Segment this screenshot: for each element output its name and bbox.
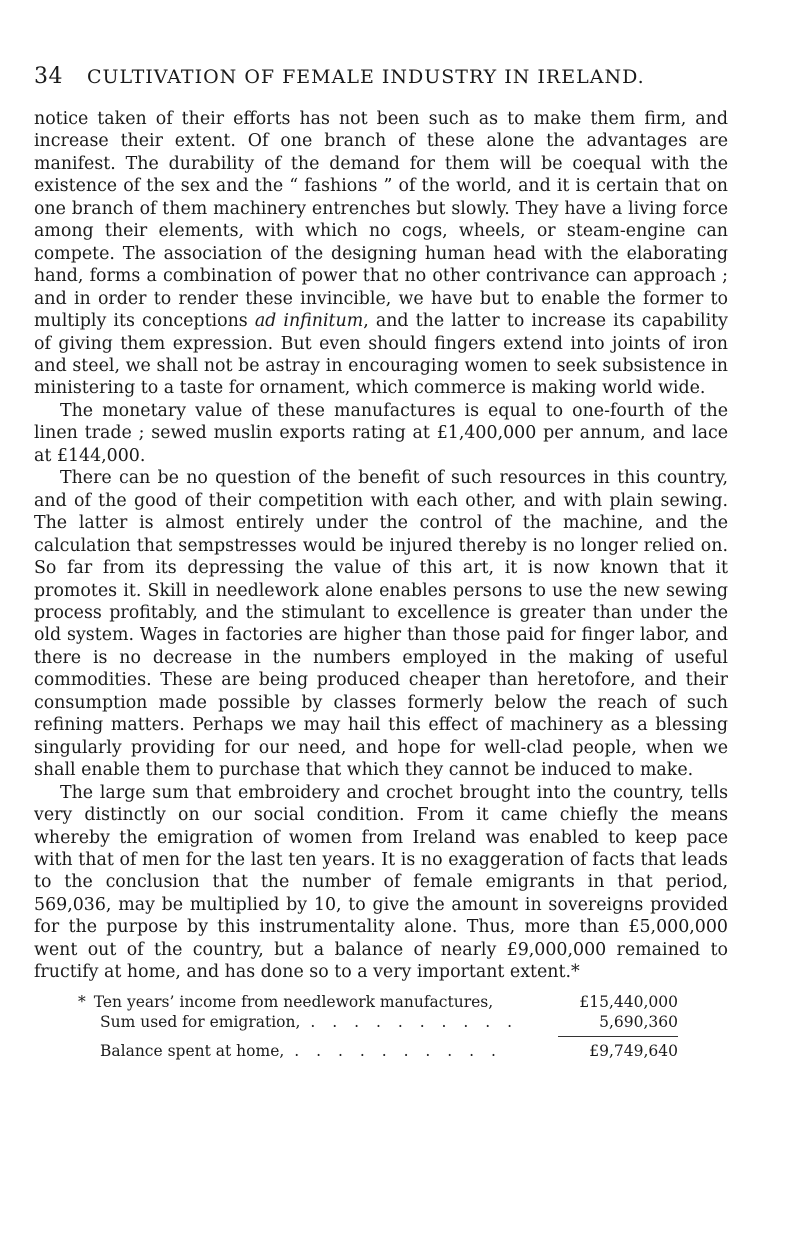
footnote-label: Ten years’ income from needlework manufactures, — [93, 992, 494, 1011]
footnote-marker: * — [78, 992, 86, 1011]
paragraph-2: The monetary value of these manufactures is equal to one-fourth of the linen trade ; sewed muslin exports rating at £1,400,000 per annum, and lace at £144,000. — [34, 400, 728, 466]
footnote-row-income — [78, 992, 678, 1012]
paragraph-4: The large sum that embroidery and crochet brought into the country, tells very distinctly on our social condition. From it came chiefly the means whereby the emigration of women from Ireland was enabled to keep pace with that of men for the last ten years. It is no exaggeration of facts that leads to the conclusion that the number of female emigrants in that period, 569,036, may be multiplied by 10, to give the amount in sovereigns provided for the purpose by this instrumentality alone. Thus, more than £5,000,000 went out of the country, but a balance of nearly £9,000,000 remained to fructify at home, and has done so to a very important extent.* — [34, 782, 728, 983]
sum-rule — [558, 1036, 678, 1037]
running-header — [34, 64, 728, 108]
page — [34, 64, 728, 1061]
footnote-amount: £9,749,640 — [589, 1041, 678, 1060]
leader-dots: . . . . . . . . . . — [310, 1012, 519, 1031]
footnote-label: Sum used for emigration, — [100, 1012, 301, 1031]
footnote-amount: £15,440,000 — [579, 992, 678, 1011]
page-number: 34 — [34, 64, 63, 89]
footnote-row-emigration — [78, 1012, 678, 1032]
leader-dots: . . . . . . . . . . — [294, 1041, 502, 1060]
footnote-amount: 5,690,360 — [599, 1012, 678, 1031]
latin-phrase: ad infinitum — [254, 311, 364, 332]
footnote-row-balance — [78, 1041, 678, 1061]
paragraph-3: There can be no question of the benefit of such resources in this country, and of the good of their competition with each other, and with plain sewing. The latter is almost entirely under the control of the machine, and the calculation that sempstresses would be injured thereby is no longer relied on. So far from its depressing the value of this art, it is now known that it promotes it. Skill in needlework alone enables persons to use the new sewing process profitably, and the stimulant to excellence is greater than under the old system. Wages in factories are higher than those paid for finger labor, and there is no decrease in the numbers employed in the making of useful commodities. These are being produced cheaper than heretofore, and their consumption made possible by classes formerly below the reach of such refining matters. Perhaps we may hail this effect of machinery as a blessing singularly providing for our need, and hope for well-clad people, when we shall enable them to purchase that which they cannot be induced to make. — [34, 468, 728, 781]
body-text — [34, 108, 728, 984]
footnote — [78, 992, 678, 1061]
paragraph-1: notice taken of their efforts has not been such as to make them firm, and increase their extent. Of one branch of these alone the advantages are manifest. The durability of the demand for them will be coequal with the existence of the sex and the “ fashions ” of the world, and it is certain that on one branch of them machinery entrenches but slowly. They have a living force among their elements, with which no cogs, wheels, or steam-engine can compete. The association of the designing human head with the elaborating hand, forms a combination of power that no other contrivance can approach ; and in order to render these invincible, we have but to enable the former to multiply its conceptions ad infinitum, and the latter to increase its capability of giving them expression. But even should fingers extend into joints of iron and steel, we shall not be astray in encouraging women to seek subsistence in ministering to a taste for ornament, which commerce is making world wide. — [34, 109, 728, 399]
running-title: CULTIVATION OF FEMALE INDUSTRY IN IRELAND. — [87, 66, 645, 88]
footnote-label: Balance spent at home, — [100, 1041, 285, 1060]
